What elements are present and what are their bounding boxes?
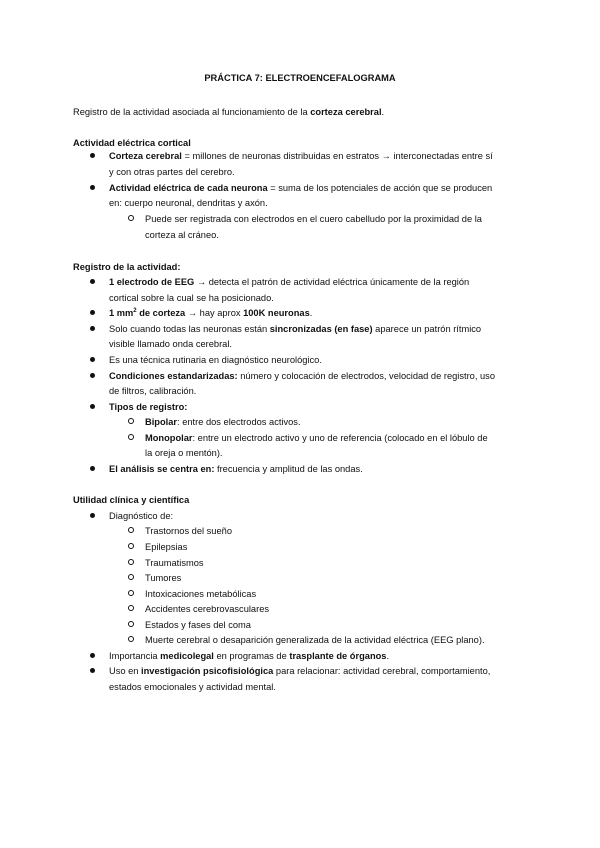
bullet-circle-icon (127, 213, 135, 223)
intro-text: Registro de la actividad asociada al funcionamiento de la (73, 107, 311, 117)
sub-list-item (145, 432, 488, 444)
sub-list-item-bold: Bipolar (145, 417, 178, 427)
intro-bold: corteza cerebral (310, 107, 382, 117)
intro-end: . (381, 107, 385, 117)
sub-list-item: Estados y fases del coma (145, 620, 251, 630)
bullet-circle-icon (127, 557, 135, 567)
list-item-continuation: y con otras partes del cerebro. (109, 167, 235, 177)
list-item-bold: de corteza (136, 308, 186, 318)
section-heading-actividad: Actividad eléctrica cortical (73, 138, 191, 148)
bullet-dot-icon (88, 401, 96, 411)
list-item-text: aparece un patrón rítmico (372, 324, 482, 334)
bullet-circle-icon (127, 416, 135, 426)
bullet-dot-icon (88, 463, 96, 473)
sub-list-item-continuation: la oreja o mentón). (145, 448, 223, 458)
list-item-text: para relacionar: actividad cerebral, comportamiento, (273, 666, 491, 676)
list-item-bold: Condiciones estandarizadas: (109, 371, 238, 381)
list-item-bold: 100K neuronas (243, 308, 310, 318)
sub-list-item-bold: Monopolar (145, 433, 193, 443)
bullet-circle-icon (127, 619, 135, 629)
list-item: Tipos de registro: (109, 402, 188, 412)
list-item-bold: investigación psicofisiológica (141, 666, 274, 676)
sub-list-item: Accidentes cerebrovasculares (145, 604, 270, 614)
list-item (109, 182, 492, 194)
list-item-bold: sincronizadas (en fase) (269, 324, 373, 334)
list-item (109, 463, 363, 475)
list-item-continuation: estados emocionales y actividad mental. (109, 682, 276, 692)
list-item-text: = suma de los potenciales de acción que se producen (267, 183, 493, 193)
list-item (109, 665, 490, 677)
list-item-text: . (309, 308, 313, 318)
list-item-bold: 1 electrodo de EEG (109, 277, 195, 287)
list-item-continuation: cortical sobre la cual se ha posicionado. (109, 293, 274, 303)
list-item (109, 370, 495, 382)
list-item-text: → hay aprox (185, 308, 244, 318)
list-item-bold: medicolegal (160, 651, 214, 661)
list-item-text: Solo cuando todas las neuronas están (109, 324, 270, 334)
list-item-continuation: visible llamado onda cerebral. (109, 339, 232, 349)
list-item-text: en programas de (213, 651, 290, 661)
list-item (109, 307, 312, 319)
list-item-text: frecuencia y amplitud de las ondas. (214, 464, 363, 474)
list-item-continuation: en: cuerpo neuronal, dendritas y axón. (109, 198, 268, 208)
section-heading-registro: Registro de la actividad: (73, 262, 181, 272)
list-item-continuation: de filtros, calibración. (109, 386, 197, 396)
bullet-dot-icon (88, 276, 96, 286)
bullet-circle-icon (127, 588, 135, 598)
list-item (109, 276, 469, 288)
bullet-dot-icon (88, 307, 96, 317)
sub-list-item: Muerte cerebral o desaparición generalizada de la actividad eléctrica (EEG plano). (145, 635, 485, 645)
bullet-circle-icon (127, 525, 135, 535)
bullet-dot-icon (88, 510, 96, 520)
list-item-text: = millones de neuronas distribuidas en estratos → interconectadas entre sí (181, 151, 493, 161)
list-item-text: número y colocación de electrodos, velocidad de registro, uso (237, 371, 495, 381)
bullet-circle-icon (127, 603, 135, 613)
bullet-dot-icon (88, 650, 96, 660)
list-item-text: . (386, 651, 390, 661)
sub-list-item: Trastornos del sueño (145, 526, 232, 536)
bullet-dot-icon (88, 354, 96, 364)
list-item-text: Uso en (109, 666, 142, 676)
page-title: PRÁCTICA 7: ELECTROENCEFALOGRAMA (204, 73, 396, 83)
list-item-bold: trasplante de órganos (289, 651, 387, 661)
bullet-dot-icon (88, 182, 96, 192)
bullet-circle-icon (127, 572, 135, 582)
section-heading-utilidad: Utilidad clínica y científica (73, 495, 190, 505)
list-item-bold: El análisis se centra en: (109, 464, 215, 474)
sub-list-item: Tumores (145, 573, 182, 583)
bullet-dot-icon (88, 323, 96, 333)
list-item (109, 650, 389, 662)
sub-list-item: Traumatismos (145, 558, 204, 568)
sub-list-item: Intoxicaciones metabólicas (145, 589, 257, 599)
bullet-dot-icon (88, 150, 96, 160)
list-item (109, 150, 493, 162)
sub-list-item-text: : entre un electrodo activo y uno de referencia (colocado en el lóbulo de (192, 433, 488, 443)
list-item-bold: Corteza cerebral (109, 151, 182, 161)
bullet-circle-icon (127, 432, 135, 442)
sub-list-item-continuation: corteza al cráneo. (145, 230, 219, 240)
sub-list-item: Puede ser registrada con electrodos en el cuero cabelludo por la proximidad de la (145, 214, 482, 224)
list-item: Diagnóstico de: (109, 511, 174, 521)
sub-list-item-text: : entre dos electrodos activos. (177, 417, 301, 427)
intro-paragraph (73, 106, 384, 118)
list-item-text: Importancia (109, 651, 161, 661)
list-item: Es una técnica rutinaria en diagnóstico neurológico. (109, 355, 322, 365)
superscript: 2 (133, 307, 137, 314)
bullet-dot-icon (88, 370, 96, 380)
bullet-dot-icon (88, 665, 96, 675)
bullet-circle-icon (127, 634, 135, 644)
list-item-text: → detecta el patrón de actividad eléctrica únicamente de la región (194, 277, 470, 287)
sub-list-item: Epilepsias (145, 542, 188, 552)
list-item-bold: Actividad eléctrica de cada neurona (109, 183, 268, 193)
list-item (109, 323, 481, 335)
bullet-circle-icon (127, 541, 135, 551)
list-item-bold: 1 mm (109, 308, 134, 318)
sub-list-item (145, 416, 301, 428)
